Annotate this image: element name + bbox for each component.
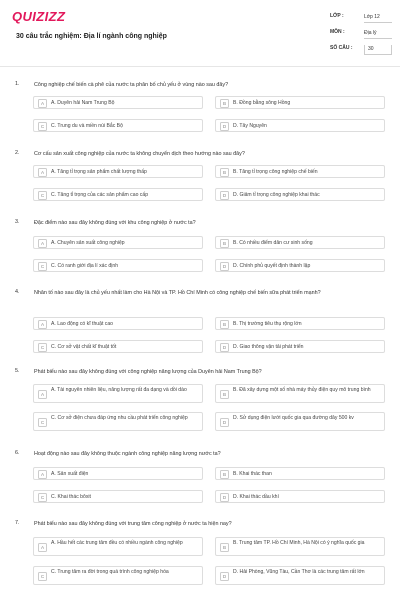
option-a[interactable] <box>33 384 203 403</box>
option-b[interactable] <box>215 537 385 556</box>
option-d[interactable] <box>215 259 385 272</box>
option-letter: C <box>38 191 47 200</box>
option-letter: D <box>220 418 229 427</box>
page-title: 30 câu trắc nghiệm: Địa lí ngành công nghiệp <box>16 33 167 40</box>
question-text: Nhân tố nào sau đây là chủ yếu nhất làm cho Hà Nội và TP. Hồ Chí Minh có công nghiệp chế biến sữa phát triển mạnh? <box>34 290 321 296</box>
option-text: A. Tài nguyên nhiên liệu, năng lượng rất đa dạng và dồi dào <box>51 387 187 393</box>
option-letter: A <box>38 239 47 248</box>
option-c[interactable] <box>33 119 203 132</box>
question-text: Đặc điểm nào sau đây không đúng với khu công nghiệp ở nước ta? <box>34 220 196 226</box>
option-a[interactable] <box>33 317 203 330</box>
option-letter: C <box>38 572 47 581</box>
option-a[interactable] <box>33 467 203 480</box>
option-letter: D <box>220 493 229 502</box>
option-text: C. Khai thác bôxit <box>51 494 91 500</box>
class-label: LỚP : <box>330 13 344 19</box>
question-text: Cơ cấu sản xuất công nghiệp của nước ta không chuyển dịch theo hướng nào sau đây? <box>34 151 245 157</box>
question-text: Công nghiệp chế biến cà phê của nước ta phân bố chủ yếu ở vùng nào sau đây? <box>34 82 229 88</box>
option-letter: C <box>38 343 47 352</box>
option-letter: C <box>38 493 47 502</box>
option-text: D. Khai thác dầu khí <box>233 494 279 500</box>
option-text: A. Sản xuất điện <box>51 471 89 477</box>
option-text: C. Trung du và miền núi Bắc Bộ <box>51 123 123 129</box>
option-letter: A <box>38 543 47 552</box>
option-letter: A <box>38 99 47 108</box>
quizizz-logo[interactable]: QUIZIZZ <box>12 9 66 24</box>
question-number: 4. <box>15 289 20 295</box>
question-count-value: 30 <box>364 45 392 55</box>
option-text: A. Lao động có kĩ thuật cao <box>51 321 114 327</box>
question-number: 3. <box>15 219 20 225</box>
option-letter: C <box>38 418 47 427</box>
option-b[interactable] <box>215 384 385 403</box>
option-c[interactable] <box>33 566 203 585</box>
option-d[interactable] <box>215 340 385 353</box>
option-a[interactable] <box>33 165 203 178</box>
option-letter: C <box>38 122 47 131</box>
subject-value: Địa lý <box>364 29 392 39</box>
option-letter: A <box>38 390 47 399</box>
subject-label: MÔN : <box>330 29 345 35</box>
option-b[interactable] <box>215 236 385 249</box>
option-text: B. Có nhiều điểm dân cư sinh sống <box>233 240 313 246</box>
option-text: A. Hầu hết các trung tâm đều có nhiều ngành công nghiệp <box>51 540 183 546</box>
option-letter: B <box>220 470 229 479</box>
option-letter: A <box>38 320 47 329</box>
option-text: B. Đồng bằng sông Hồng <box>233 100 291 106</box>
option-text: D. Giảm tỉ trọng công nghiệp khai thác <box>233 192 320 198</box>
option-d[interactable] <box>215 412 385 431</box>
question-number: 6. <box>15 450 20 456</box>
option-text: D. Tây Nguyên <box>233 123 267 129</box>
option-text: B. Khai thác than <box>233 471 272 477</box>
option-letter: B <box>220 239 229 248</box>
option-letter: D <box>220 343 229 352</box>
option-letter: D <box>220 572 229 581</box>
option-text: B. Trung tâm TP. Hồ Chí Minh, Hà Nội có ý nghĩa quốc gia <box>233 540 365 546</box>
question-number: 5. <box>15 368 20 374</box>
option-text: A. Duyên hải Nam Trung Bộ <box>51 100 115 106</box>
option-letter: B <box>220 320 229 329</box>
option-b[interactable] <box>215 317 385 330</box>
question-text: Phát biểu nào sau đây không đúng với công nghiệp năng lượng của Duyên hải Nam Trung Bộ? <box>34 369 262 375</box>
class-value: Lớp 12 <box>364 13 392 23</box>
option-text: B. Đã xây dựng một số nhà máy thủy điện quy mô trung bình <box>233 387 371 393</box>
option-text: C. Có ranh giới địa lí xác định <box>51 263 119 269</box>
option-c[interactable] <box>33 412 203 431</box>
option-c[interactable] <box>33 340 203 353</box>
option-b[interactable] <box>215 96 385 109</box>
option-letter: D <box>220 122 229 131</box>
option-c[interactable] <box>33 490 203 503</box>
option-text: C. Tăng tỉ trọng của các sản phẩm cao cấp <box>51 192 149 198</box>
option-letter: B <box>220 390 229 399</box>
option-text: C. Cơ sở vật chất kĩ thuật tốt <box>51 344 117 350</box>
option-a[interactable] <box>33 236 203 249</box>
worksheet-header <box>0 0 400 62</box>
option-text: B. Tăng tỉ trọng công nghiệp chế biến <box>233 169 318 175</box>
option-letter: B <box>220 99 229 108</box>
option-c[interactable] <box>33 259 203 272</box>
option-letter: D <box>220 262 229 271</box>
question-number: 2. <box>15 150 20 156</box>
option-d[interactable] <box>215 188 385 201</box>
option-b[interactable] <box>215 165 385 178</box>
option-text: D. Hải Phòng, Vũng Tàu, Cần Thơ là các trung tâm rất lớn <box>233 569 365 575</box>
option-letter: A <box>38 168 47 177</box>
option-letter: B <box>220 168 229 177</box>
option-a[interactable] <box>33 537 203 556</box>
option-c[interactable] <box>33 188 203 201</box>
question-number: 7. <box>15 520 20 526</box>
question-text: Phát biểu nào sau đây không đúng với trung tâm công nghiệp ở nước ta hiện nay? <box>34 521 232 527</box>
option-text: D. Chính phủ quyết định thành lập <box>233 263 311 269</box>
option-a[interactable] <box>33 96 203 109</box>
question-count-label: SỐ CÂU : <box>330 45 353 51</box>
question-text: Hoạt động nào sau đây không thuộc ngành công nghiệp năng lượng nước ta? <box>34 451 221 457</box>
option-letter: B <box>220 543 229 552</box>
option-text: A. Tăng tỉ trọng sản phẩm chất lượng thấp <box>51 169 147 175</box>
option-text: A. Chuyên sản xuất công nghiệp <box>51 240 125 246</box>
option-text: C. Cơ sở điện chưa đáp ứng nhu cầu phát triển công nghiệp <box>51 415 188 421</box>
option-text: B. Thị trường tiêu thụ rộng lớn <box>233 321 302 327</box>
option-d[interactable] <box>215 119 385 132</box>
option-b[interactable] <box>215 467 385 480</box>
option-d[interactable] <box>215 490 385 503</box>
option-letter: D <box>220 191 229 200</box>
option-d[interactable] <box>215 566 385 585</box>
option-text: D. Sử dụng điện lưới quốc gia qua đường dây 500 kv <box>233 415 354 421</box>
question-number: 1. <box>15 81 20 87</box>
option-letter: C <box>38 262 47 271</box>
option-text: D. Giao thông vận tải phát triển <box>233 344 304 350</box>
header-divider <box>0 66 400 67</box>
option-letter: A <box>38 470 47 479</box>
option-text: C. Trung tâm ra đời trong quá trình công nghiệp hóa <box>51 569 169 575</box>
